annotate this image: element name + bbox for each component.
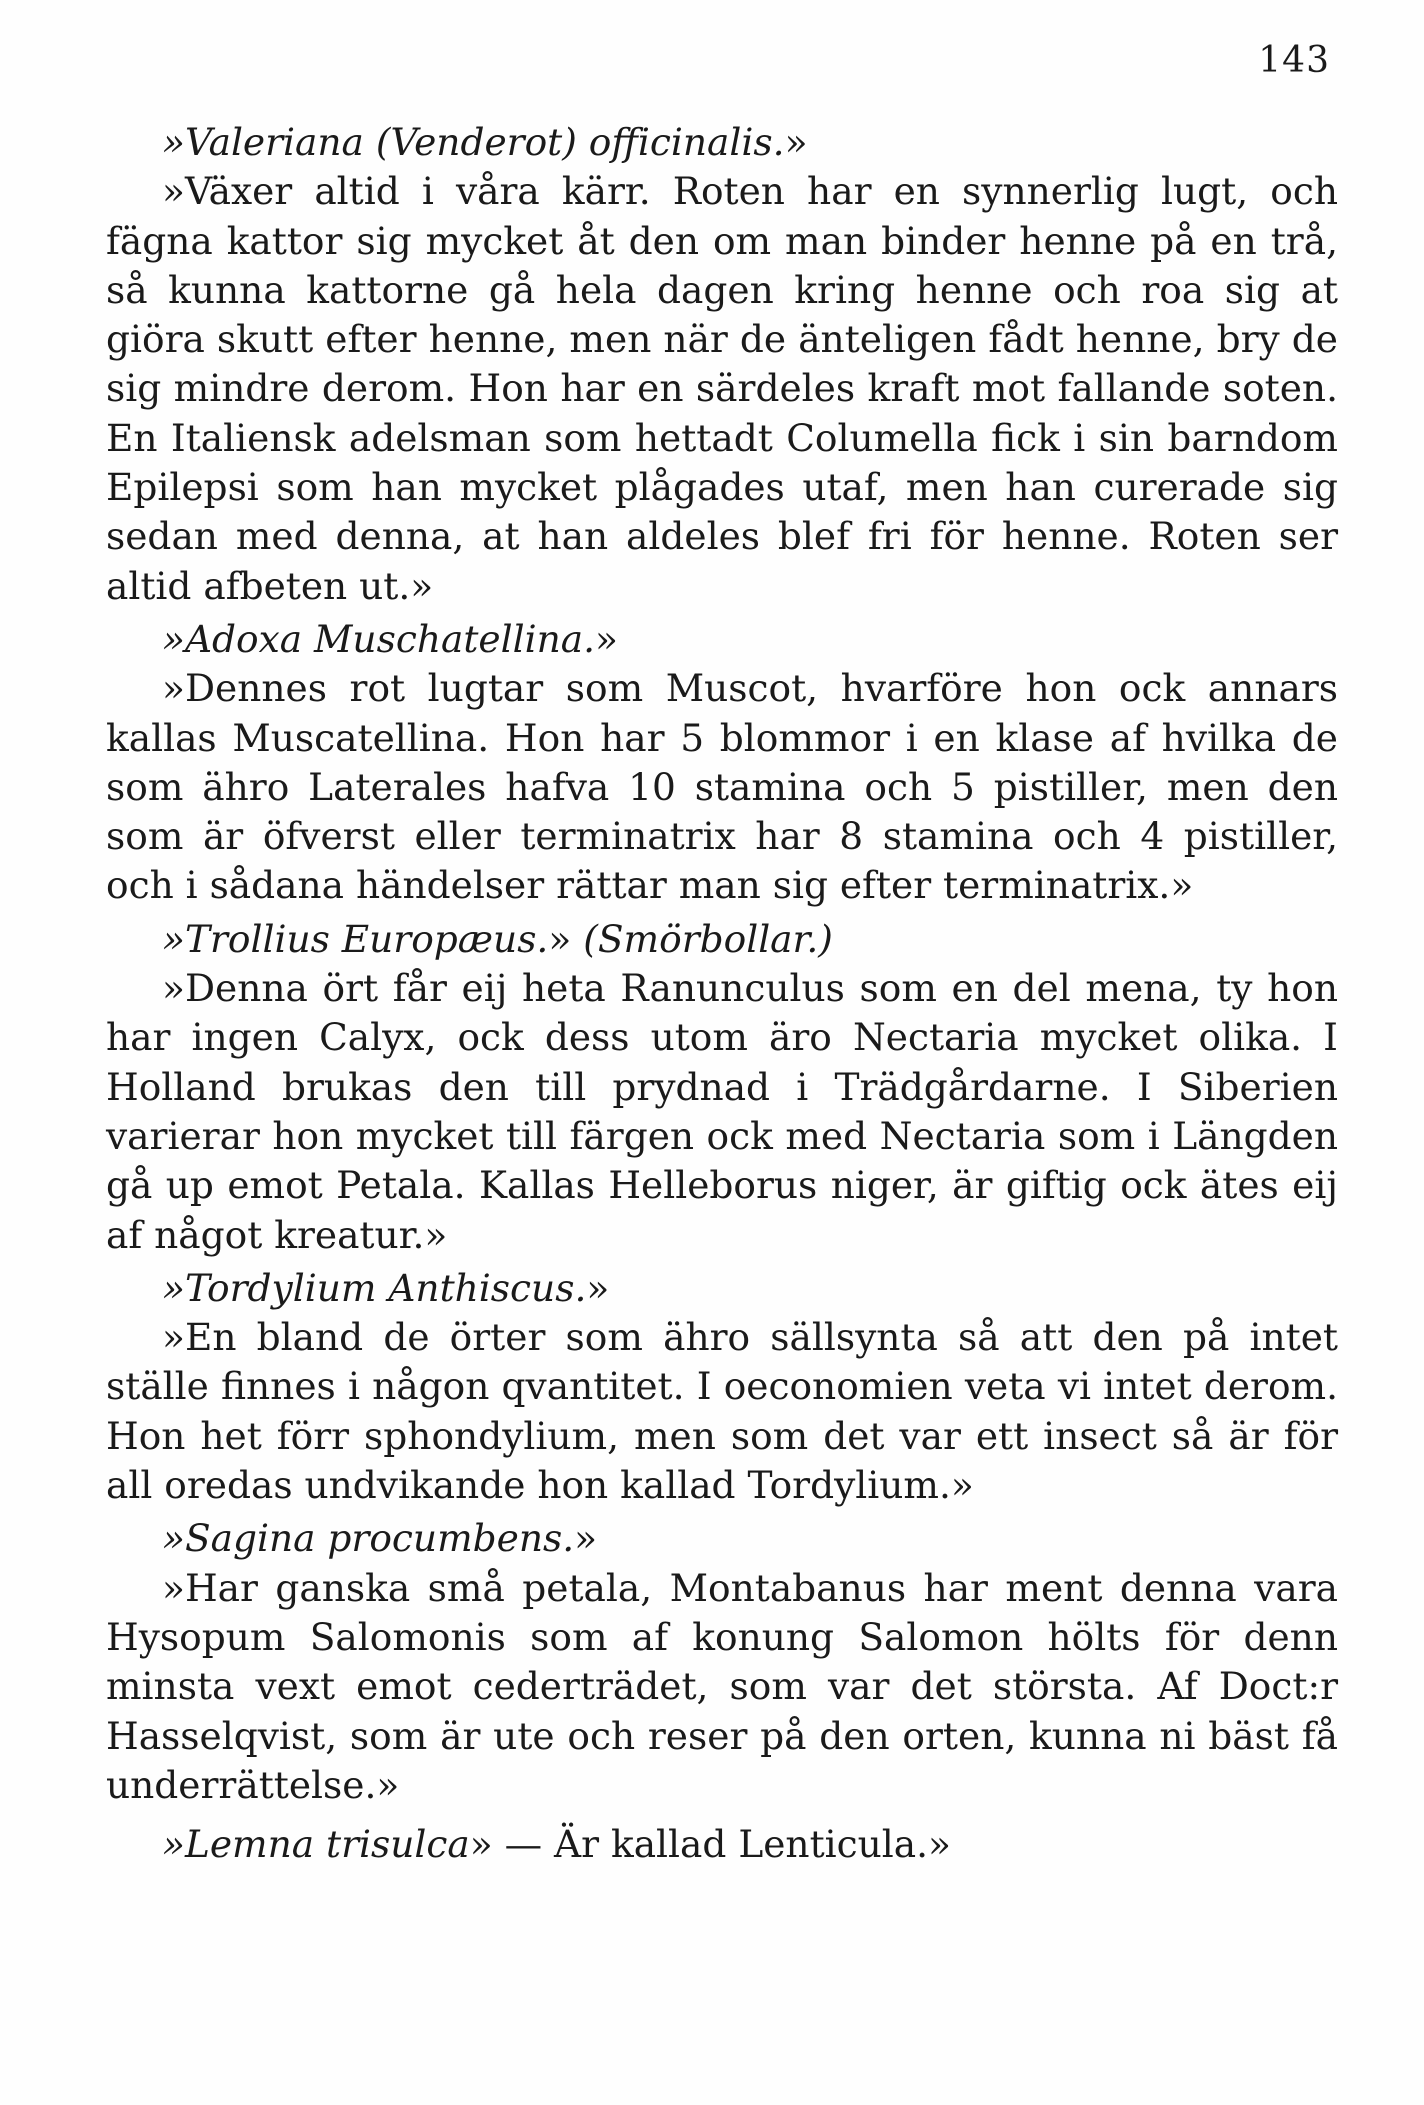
- heading-quote: »: [548, 916, 584, 961]
- entry-heading-sagina: [106, 1514, 1338, 1563]
- heading-quote: »: [586, 1265, 610, 1310]
- entry-paragraph-trollius: »Denna ört får eij heta Ranunculus som en del mena, ty hon har ingen Calyx, ock dess utom äro Nectaria mycket olika. I Holland brukas den till prydnad i Trädgårdarne. I Siberien varierar hon mycket till färgen ock med Nectaria som i Längden gå up emot Petala. Kallas Helleborus niger, är giftig ock ätes eij af något kreatur.»: [106, 966, 1338, 1257]
- heading-text: »Valeriana (Venderot) officinalis.: [162, 120, 785, 164]
- heading-quote: »: [595, 616, 618, 661]
- entry-paragraph-valeriana: »Växer altid i våra kärr. Roten har en synnerlig lugt, och fägna kattor sig mycket åt den om man binder henne på en trå, så kunna kattorne gå hela dagen kring henne och roa sig at giöra skutt efter henne, men när de änteligen fådt henne, bry de sig mindre derom. Hon har en särdeles kraft mot fallande soten. En Italiensk adelsman som hettadt Columella fick i sin barndom Epilepsi som han mycket plågades utaf, men han curerade sig sedan med denna, at han aldeles blef fri för henne. Roten ser altid afbeten ut.»: [106, 169, 1338, 608]
- heading-text: »Adoxa Muschatellina.: [162, 616, 596, 661]
- entry-paragraph-sagina: »Har ganska små petala, Montabanus har ment denna vara Hysopum Salomonis som af konung Salomon hölts för denn minsta vext emot cederträdet, som var det största. Af Doct:r Hasselqvist, som är ute och reser på den orten, kunna ni bäst få underrättelse.»: [106, 1565, 1338, 1807]
- heading-quote: »: [574, 1516, 598, 1561]
- entry-paragraph-tordylium: »En bland de örter som ähro sällsynta så att den på intet ställe finnes i någon qvantitet. I oeconomien veta vi intet derom. Hon het förr sphondylium, men som det var ett insect så är för all oredas undvikande hon kallad Tordylium.»: [106, 1315, 1338, 1508]
- entry-heading-valeriana: [106, 118, 1338, 167]
- text-body: [106, 118, 1338, 1869]
- entry-heading-trollius: [106, 915, 1338, 964]
- entry-heading-tordylium: [106, 1264, 1338, 1313]
- page-number: 143: [1258, 40, 1330, 81]
- heading-common-name: (Smörbollar.): [583, 916, 833, 961]
- entry-lemna: [106, 1820, 1338, 1869]
- entry-heading-adoxa: [106, 615, 1338, 664]
- heading-quote: »: [784, 120, 808, 164]
- heading-text: »Sagina procumbens.: [162, 1516, 575, 1561]
- entry-paragraph-adoxa: »Dennes rot lugtar som Muscot, hvarföre hon ock annars kallas Muscatellina. Hon har 5 blommor i en klase af hvilka de som ähro Laterales hafva 10 stamina och 5 pistiller, men den som är öfverst eller terminatrix har 8 stamina och 4 pistiller, och i sådana händelser rättar man sig efter terminatrix.»: [106, 666, 1338, 908]
- lemna-name: »Lemna trisulca: [162, 1822, 470, 1867]
- lemna-description: » — Är kallad Lenticula.»: [469, 1822, 952, 1867]
- heading-text: »Tordylium Anthiscus.: [162, 1265, 587, 1310]
- heading-text: »Trollius Europæus.: [162, 916, 549, 961]
